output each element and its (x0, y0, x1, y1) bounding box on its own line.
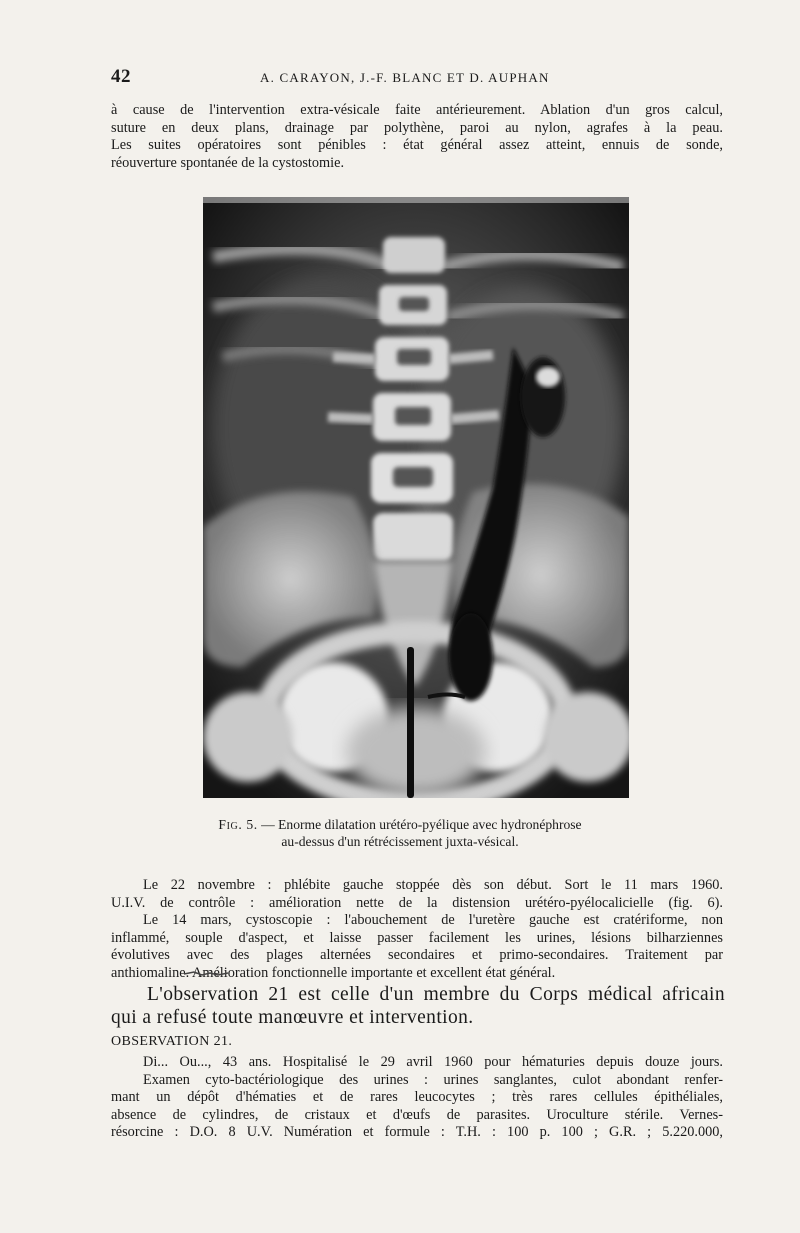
text-line: réouverture spontanée de la cystostomie. (111, 154, 345, 171)
printer-mark (184, 971, 228, 977)
xray-figure (203, 197, 629, 798)
text-line: Di... Ou..., 43 ans. Hospitalisé le 29 avril 1960 pour hématuries depuis douze jours. (143, 1054, 723, 1070)
intro-paragraph (111, 102, 723, 172)
text-line: U.I.V. de contrôle : amélioration nette de la distension urétéro-pyélocalicielle (fig. 6). (111, 894, 723, 911)
text-line: à cause de l'intervention extra-vésicale faite antérieurement. Ablation d'un gros calcul, (111, 102, 723, 118)
text-line: mant un dépôt d'hématies et de rares leucocytes ; très rares cellules épithéliales, (111, 1089, 723, 1106)
page-number: 42 (111, 66, 131, 87)
running-head: A. CARAYON, J.-F. BLANC ET D. AUPHAN (260, 70, 550, 85)
observation-heading: OBSERVATION 21. (111, 1034, 233, 1049)
body-paragraph (111, 877, 723, 983)
figure-label: Fig. 5. (218, 817, 258, 832)
text-line: suture en deux plans, drainage par polythène, paroi au nylon, agrafes à la peau. (111, 119, 723, 136)
text-line: Examen cyto-bactériologique des urines : urines sanglantes, culot abondant renfer- (143, 1071, 723, 1088)
text-line: absence de cylindres, de cristaux et d'œufs de parasites. Uroculture stérile. Vernes- (111, 1106, 723, 1123)
text-line: anthiomaline. Amélioration fonctionnelle importante et excellent état général. (111, 964, 556, 981)
text-line: L'observation 21 est celle d'un membre du Corps médical africain (147, 984, 725, 1005)
text-line: Le 14 mars, cystoscopie : l'abouchement de l'uretère gauche est cratériforme, non (143, 912, 723, 929)
text-line: évolutives avec des plages alternées secondaires et primo-secondaires. Traitement par (111, 947, 723, 964)
figure-caption (0, 816, 800, 850)
text-line: inflammé, souple d'aspect, et laisse passer facilement les urines, lésions bilharziennes (111, 929, 723, 946)
caption-line: au-dessus d'un rétrécissement juxta-vésical. (281, 834, 519, 849)
text-line: Les suites opératoires sont pénibles : état général assez atteint, ennuis de sonde, (111, 137, 723, 154)
text-line: Le 22 novembre : phlébite gauche stoppée dès son début. Sort le 11 mars 1960. (143, 877, 723, 893)
text-line: qui a refusé toute manœuvre et intervention. (111, 1007, 474, 1028)
text-line: résorcine : D.O. 8 U.V. Numération et formule : T.H. : 100 p. 100 ; G.R. ; 5.220.000, (111, 1124, 723, 1141)
lead-statement (111, 983, 725, 1029)
xray-image (203, 197, 629, 798)
caption-line: — Enorme dilatation urétéro-pyélique avec hydronéphrose (261, 817, 582, 832)
observation-paragraph (111, 1054, 723, 1142)
